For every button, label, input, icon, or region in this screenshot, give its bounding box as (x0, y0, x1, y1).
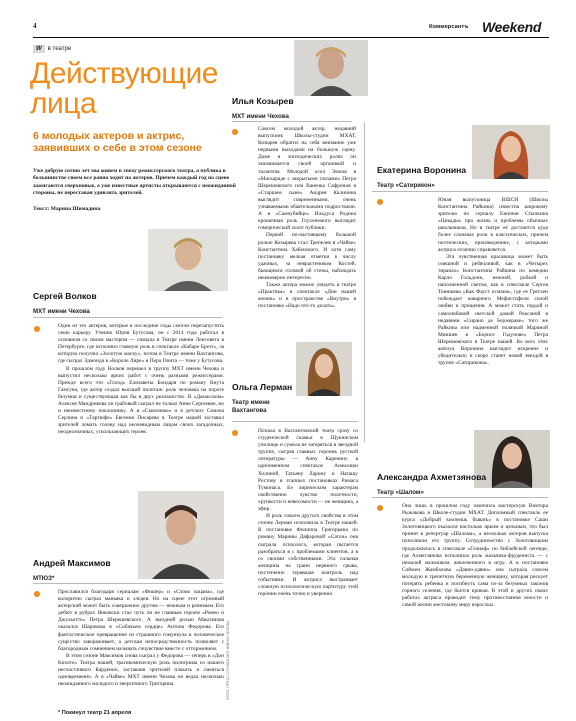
section-logo: Weekend (482, 19, 542, 35)
bullet-dot (34, 326, 40, 332)
rubric (33, 45, 71, 53)
bullet-dot (377, 199, 383, 205)
actor-text-volkov: Один из тех актеров, которые в последние годы смогли перезапустить свою карьеру. Ученик Юрия Бутусова, он с 2014 года работал в основном со своим мастером — сначала в Театре имени Ленсовета в Петербурге, где исполнил главную роль в спектакле «Кабаре Брехт», за которую получил «Золотую маску», потом в Театре имени Вахтангова, где сыграл Эдмонда в «Короле Лире» и Пера Гюнта — тоже у Бутусова. В прошлом году Волков перешел в труппу МХТ имени Чехова и выпустил несколько ярких работ с очень разными режиссерами. Прежде всего это «Голод» Елизаветы Бондаря по роману Кнута Гамсуна, где актер создал высший пилотаж: роль человека на пороге безумия и существующая как бы в двух реальностях. В «Дамасском» Алексея Мандрикова он грабовый сыграл не только Анне Сергеевне, но и неизвестному поклоннику. А в «Сквозняке» и в детских Семена Серзина и «Тартюфе» Евгения Писарева в Театре нашей заставил зрителей ломать голову над неочевидным лицом своих загадочных, неоднозначных, ускользающих героев. (58, 323, 224, 436)
bullet-dot (377, 505, 383, 511)
actor-header-kozyrev (232, 96, 294, 120)
actor-text-maksimov: Прославился благодаря сериалам «Фишер» и «Слово пацана», где колоритно сыграл маньяка и злодея. Но на сцене этот огромный актерский может быть совершенно другим — нежным и ранимым. Его дебют в рубрах Янковски стал чуть ли не главным героем «Ромео и Джульетте» Петра Шерешевского. А звездной ролью Максимова оказался Шарикова в «Собачьем сердце» Антона Федорова. Его фантастическое превращение из страшного гомункула в человеческое существо завораживает, а детская непосредственность позволяет с благородным сомнением называть сочувствие вместе с отторжением. В этом сезоне Максимов снова сыграл у Федорова — теперь в «Дон Кихоте» Театра нашей, трагикомическую роль пилигрима из нашего несчастливого Карденио, заставляя зрителей плакать и смеяться одновременно. А в «Чайке» МХТ имени Чехова он ведал несколько неожиданного молодого и энергичного Тригорина. (58, 589, 224, 688)
publication-name: Коммерсантъ (429, 24, 469, 30)
actor-name: Андрей Максимов (33, 558, 111, 568)
rubric-label: в театре (47, 46, 72, 52)
rubric-badge: W (33, 45, 45, 53)
subtitle: 6 молодых актеров и актрис, заявивших о себе в этом сезоне (33, 130, 202, 154)
actor-text-lerman: Попала в Вахтанговский театр сразу со студенческой скамьи в Щукинском училище и сумела не затеряться в звездной труппе, сыграв главных героинь русской литературы — Анну Каренину в одноименном спектакле Анжелики Холиной, Татьяну Ларину и Наташу Ростову в этапных постановках Римаса Туминаса. Ее лирическим характерам свойственно чувство полетности, хрупкости и невесомости — не женщина, а эфир. И роль совсем другого свойства в этом сезоне Лерман исполнила в Театре нашей. В постановке Филиппа Григорьяна по роману Марины Дяфаровой «Сатон» она сыграла психолога, которая пытается разобраться в с проблемами клиентов, а в со своими собственными. Эта сильная женщина на грани нервного срыва, постепенно терявшая контроль над событиями. И актриса выстраивает сложную психологическую партитуру этой героини очень точно и уверенно. (258, 428, 358, 598)
actor-theatre: Театр имени Вахтангова (232, 399, 270, 414)
actor-theatre: Театр «Шалом» (377, 489, 424, 496)
photo-volkov (148, 229, 228, 291)
title-line-2: лица (30, 87, 97, 120)
actor-theatre: МХТ имени Чехова (232, 113, 289, 120)
actor-header-lerman (232, 382, 298, 414)
header-rule (33, 37, 549, 38)
photo-voronina (472, 125, 550, 179)
actor-name: Александра Ахметзянова (377, 472, 487, 482)
actor-header-akhmetzyanova (377, 472, 486, 496)
actor-text-akhmetzyanova: Она лишь в прошлом году окончила мастерскую Виктора Рыжакова в Школе-студии МХАТ. Дипломный спектакль ее курса «Добрый захочешь бывать» в постановке Саши Золотовицкого оказался настолько ярким и цельным, что был принят в репертуар «Шалома», а несколько актеров выпуска пополнили его труппу. Сотрудничество с Золотовицким продолжилось в спектакле «Голиаф» по библейской легенде, где Ахметзянова исполнила роль мальчика-фрудениста — с немалой мальчиком, вовлеченного в игру. А в постановке Сойжен Жамбалова «Давно-давно» она сыграла совсем молодую и трепетную беременную женщину, которая рискует потерять ребенка и погибнуть сама из-за безумных законов горного селения, где бьется криков. В этой и других своих работах актриса проводит тему противостояния юности и самой жизни жестокому миру взрослых. (402, 503, 548, 609)
actor-text-kozyrev: Совсем молодой актер, недавний выпускник Школы-студии МХАТ, Козырев обратил на себя внимание уже первыми выходами на большую сцену. Даже в эпизодических ролях он запоминается своей органикой и талантом. Молодой осел Эмиля в «Маскараде с закрытыми глазами» Петра Шерешевского или Ванечка Сафронов в «Старшем сыне» Андрея Калинина выглядит современными, очень узнаваемыми обаятельными подростками. А в «Самоубийце» Ильдуса Родина крошечная роль Глухонемого выглядит гомерический хохот публики. Первой по-настоящему большой ролью Козырева стал Трепелев в «Чайке» Константина Хабенского. И хотя саму постановку мелкая отметки к числу удачных, за неврастеником Костей, бьющимся головой об стены, наблюдать неимоверно интересно. Также актера можно увидеть в театре «Практика» в спектакле «Дни нашей жизни» и в пространстве «Внутри» в постановке «Надо что-то делать». (258, 126, 356, 310)
divider (372, 191, 548, 192)
photo-lerman (296, 342, 352, 396)
actor-text-voronina: Юная выпускница ВШСИ (Школы Константина Райкина) известна широкому зрителю по сериалу Евгения Стычкина «Цикады» про жизнь и проблемы обычных школьников. Но в театре её достаются куда более сложные роли в классических, причем поэтических, произведениях, с которыми актриса отлично справляется. Эта чувственная красавица может быть смешной и ребячливой, как в «Четырех тиранах» Константина Райкина по комедии Карло Гольдони, нежной, робкой и наполненной светом, как в спектакле Сергея Тонишева «Как Фауст османа», где ее Гретхен побеждает коварного Мефистофеля силой любви и прощения. А может стать гордой и самолюбивой светской дамой Роксаной в недавнем «Сирано де Бержераке» того же Райкина или надменной полячкой Мариной Мнишек в «Борисе Годунове» Петра Шерешевского в Театре нашей. Во всех этих амплуа Воронина выглядит искренне и убедительно и скоро станет новой звездой в труппе «Сатирикона». (438, 197, 548, 367)
page-title (30, 59, 218, 119)
title-line-1: Действующие (30, 57, 218, 90)
actor-header-volkov (33, 291, 97, 315)
divider (372, 497, 548, 498)
actor-theatre: МХТ имени Чехова (33, 308, 90, 315)
photo-maksimov (138, 491, 224, 579)
photo-credit: ФОТО: ПРЕСС-СЛУЖБА МХТ ИМЕНИ ЧЕХОВА (226, 620, 230, 700)
actor-theatre: Театр «Сатирикон» (377, 182, 435, 189)
actor-name: Екатерина Воронина (377, 165, 467, 175)
actor-header-voronina (377, 165, 466, 189)
actor-theatre: МТЮЗ* (33, 575, 55, 582)
bullet-dot (232, 129, 238, 135)
bullet-dot (232, 430, 238, 436)
actor-name: Сергей Волков (33, 291, 97, 301)
actor-name: Илья Козырев (232, 96, 294, 106)
bullet-dot (34, 591, 40, 597)
footnote: * Покинул театр 21 апреля (58, 710, 132, 716)
divider (33, 583, 223, 584)
lead-paragraph: Уже добрую сотню лет мы живем в эпоху режиссерского театра, а публика в большинстве своем все равно ходит на актеров. Причем каждый год на сцене зажигаются сверхновые, а уже известные артисты открываются с неожиданной стороны, не переставая удивлять зрителей. (33, 168, 236, 196)
actor-name: Ольга Лерман (232, 382, 293, 392)
divider (232, 421, 358, 422)
actor-header-maksimov (33, 558, 111, 582)
divider (33, 317, 223, 318)
page-number: 4 (33, 22, 37, 30)
photo-kozyrev (294, 40, 368, 96)
column-divider (364, 122, 365, 442)
author-credit: Текст: Марина Шимадина (33, 206, 101, 212)
divider (232, 121, 352, 122)
